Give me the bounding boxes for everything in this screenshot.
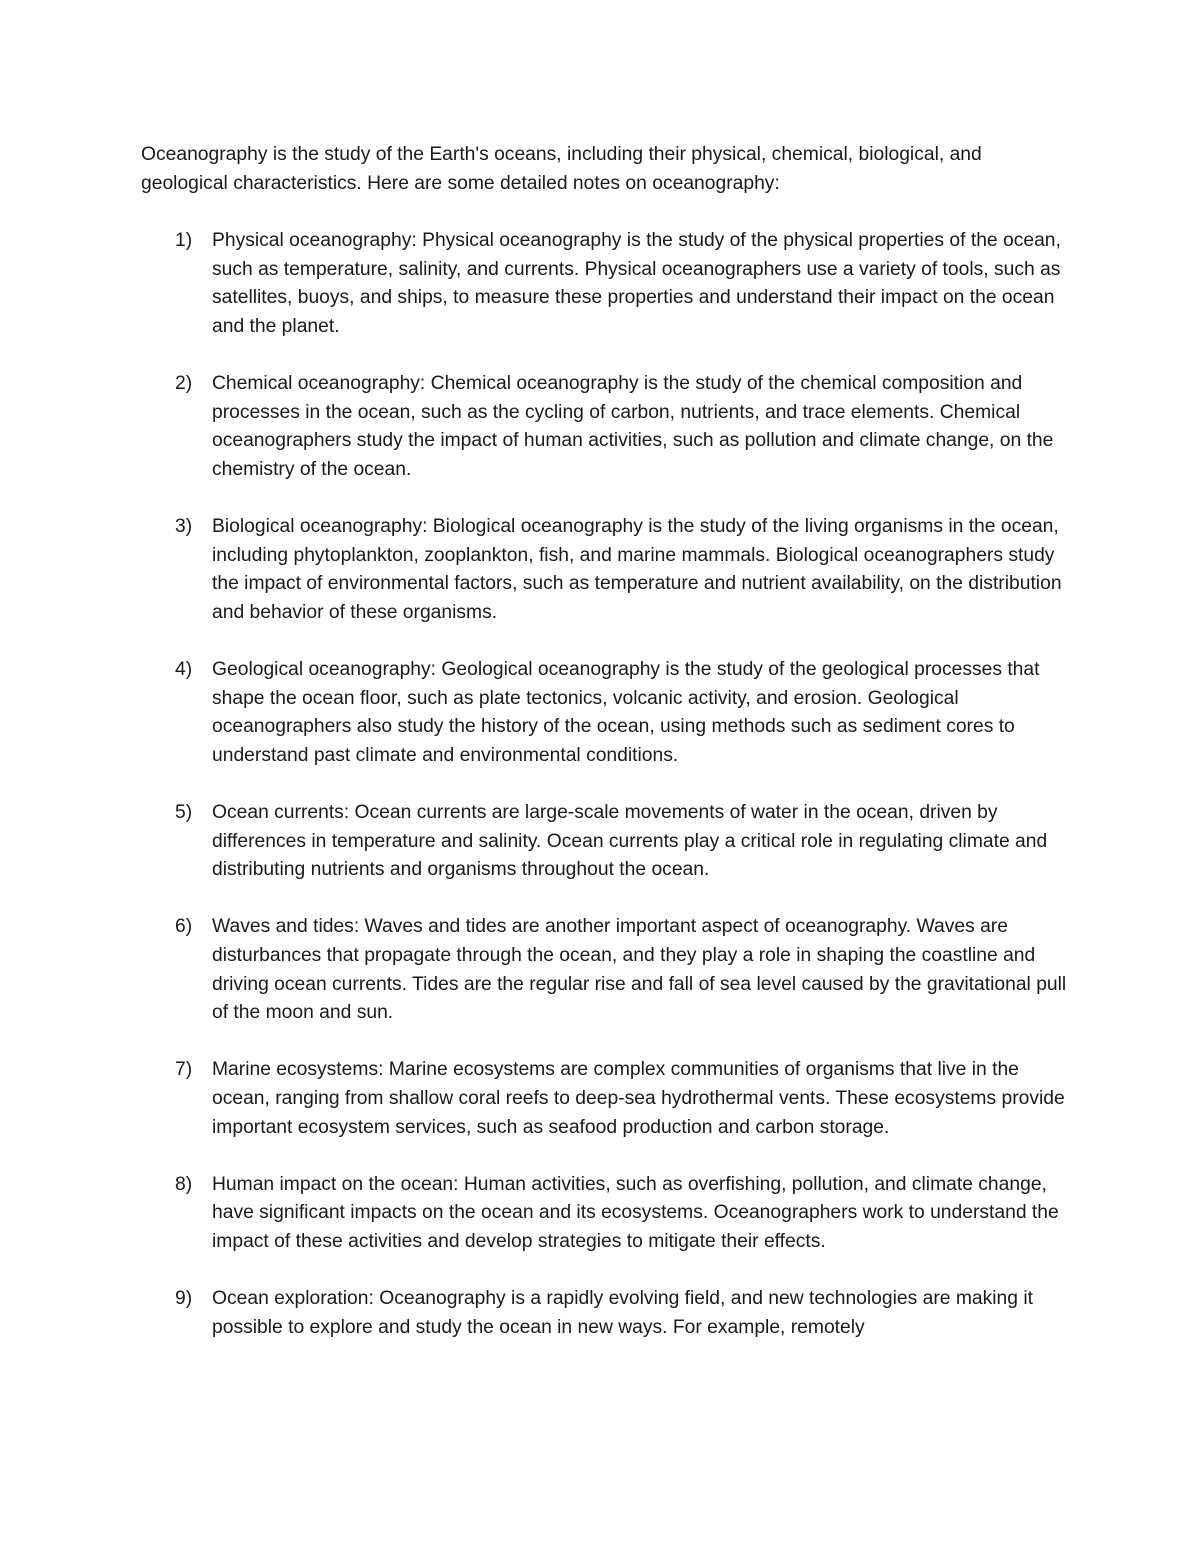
list-item <box>141 656 1071 770</box>
list-item-number: 9) <box>175 1288 193 1310</box>
list-item-number: 4) <box>175 659 193 681</box>
list-item-text: Ocean exploration: Oceanography is a rapidly evolving field, and new technologies are making it possible to explore and study the ocean in new ways. For example, remotely <box>212 1288 1034 1338</box>
list-item-text: Marine ecosystems: Marine ecosystems are complex communities of organisms that live in the ocean, ranging from shallow coral reefs to deep-sea hydrothermal vents. These ecosystems provide important ecosystem services, such as seafood production and carbon storage. <box>212 1059 1065 1138</box>
list-item-number: 7) <box>175 1059 193 1081</box>
list-item <box>141 370 1071 484</box>
list-item-text: Biological oceanography: Biological oceanography is the study of the living organisms in the ocean, including phytoplankton, zooplankton, fish, and marine mammals. Biological oceanographers study the impact of environmental factors, such as temperature and nutrient availability, on the distribution and behavior of these organisms. <box>212 516 1062 623</box>
list-item <box>141 1171 1071 1257</box>
list-item-number: 1) <box>175 230 193 252</box>
list-item <box>141 1056 1071 1142</box>
list-item-text: Ocean currents: Ocean currents are large-scale movements of water in the ocean, driven by differences in temperature and salinity. Ocean currents play a critical role in regulating climate and distributing nutrients and organisms throughout the ocean. <box>212 802 1048 881</box>
list-item-text: Human impact on the ocean: Human activities, such as overfishing, pollution, and climate change, have significant impacts on the ocean and its ecosystems. Oceanographers work to understand the impact of these activities and develop strategies to mitigate their effects. <box>212 1173 1059 1252</box>
list-item-text: Waves and tides: Waves and tides are another important aspect of oceanography. Waves are disturbances that propagate through the ocean, and they play a role in shaping the coastline and driving ocean currents. Tides are the regular rise and fall of sea level caused by the gravitational pull of the moon and sun. <box>212 916 1067 1024</box>
document-body <box>141 141 1071 1371</box>
list-item-number: 8) <box>175 1173 193 1195</box>
list-item <box>141 799 1071 885</box>
list-item <box>141 913 1071 1027</box>
list-item-number: 3) <box>175 516 193 538</box>
list-item-number: 5) <box>175 802 193 824</box>
list-item <box>141 227 1071 341</box>
list-item-number: 2) <box>175 373 193 395</box>
list-item <box>141 1285 1071 1342</box>
list-item-text: Physical oceanography: Physical oceanography is the study of the physical properties of the ocean, such as temperature, salinity, and currents. Physical oceanographers use a variety of tools, such as satellites, buoys, and ships, to measure these properties and understand their impact on the ocean and the planet. <box>212 230 1061 337</box>
list-item-number: 6) <box>175 916 193 938</box>
intro-paragraph: Oceanography is the study of the Earth's oceans, including their physical, chemical, biological, and geological characteristics. Here are some detailed notes on oceanography: <box>141 144 982 194</box>
notes-list <box>141 227 1071 1342</box>
list-item-text: Chemical oceanography: Chemical oceanography is the study of the chemical composition and processes in the ocean, such as the cycling of carbon, nutrients, and trace elements. Chemical oceanographers study the impact of human activities, such as pollution and climate change, on the chemistry of the ocean. <box>212 373 1054 480</box>
list-item-text: Geological oceanography: Geological oceanography is the study of the geological processes that shape the ocean floor, such as plate tectonics, volcanic activity, and erosion. Geological oceanographers also study the history of the ocean, using methods such as sediment cores to understand past climate and environmental conditions. <box>212 659 1040 766</box>
list-item <box>141 513 1071 627</box>
